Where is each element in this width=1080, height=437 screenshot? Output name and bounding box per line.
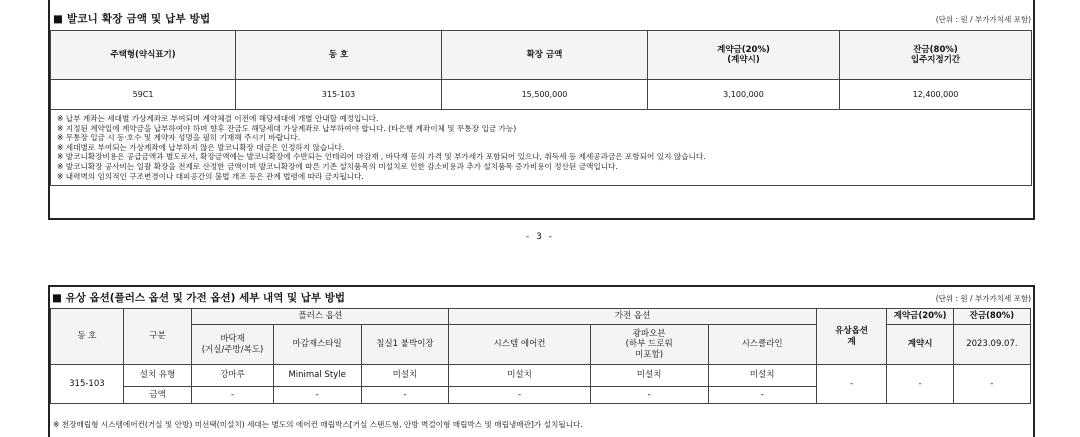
cell-amount-label: 금액 xyxy=(123,387,192,404)
cell-option-total: - xyxy=(816,365,887,404)
cell-amount-oven: - xyxy=(590,387,708,404)
cell-balance: 12,400,000 xyxy=(840,80,1032,110)
header-floor-line2: (거실/주방/복도) xyxy=(201,344,264,355)
cell-install-label: 설치 유형 xyxy=(123,365,192,387)
cell-house-type: 59C1 xyxy=(51,80,236,110)
unit-note: (단위 : 원 / 부가가치세 포함) xyxy=(935,15,1031,24)
cell-deposit: 3,100,000 xyxy=(648,80,840,110)
header-balance: 잔금(80%) xyxy=(953,309,1030,325)
cell-unit-number: 315-103 xyxy=(236,80,442,110)
note-item: ※ 무통장 입금 시 동·호수 및 계약자 성명을 필히 기재해 주시기 바랍니다. xyxy=(57,133,301,143)
table-row xyxy=(51,365,1031,387)
header-balance-line2: 입주지정기간 xyxy=(910,55,961,65)
cell-expansion-amount: 15,500,000 xyxy=(442,80,648,110)
table-header-row xyxy=(51,309,1031,325)
header-balance xyxy=(840,31,1032,80)
note-item: ※ 발코니확장 공사비는 일괄 확장을 전제로 산정한 금액이며 발코니확장에 따른 기존 설치품목의 미설치로 인한 감소비용과 추가 설치품목 증가비용이 정산된 금액입니다. xyxy=(57,161,618,171)
footnote: ※ 천장매립형 시스템에어컨(거실 및 안방) 미선택(미설치) 세대는 별도의 에어컨 매립박스[거실 스탠드형, 안방 벽걸이형 매립박스 및 매립냉매관]가 설치됩니다. xyxy=(53,420,583,429)
header-balance-line1: 잔금(80%) xyxy=(913,44,958,55)
header-plus-option: 플러스 옵션 xyxy=(192,309,449,325)
note-item: ※ 세대별로 부여되는 가상계좌에 납부하지 않은 발코니확장 대금은 인정하지 않습니다. xyxy=(57,142,345,152)
header-house-type: 주택형(약식표기) xyxy=(51,31,236,80)
header-deposit xyxy=(648,31,840,80)
section-header xyxy=(50,0,1033,30)
header-deposit-timing: 계약시 xyxy=(887,325,953,365)
cell-install-bedroom-wardrobe: 미설치 xyxy=(361,365,449,387)
cell-install-finish-style: Minimal Style xyxy=(273,365,361,387)
header-bedroom-wardrobe: 침실1 붙박이장 xyxy=(361,325,449,365)
header-option-total-line1: 유상옵션 xyxy=(835,326,868,337)
cell-amount-system-clean: - xyxy=(708,387,816,404)
header-deposit: 계약금(20%) xyxy=(887,309,953,325)
header-balance-date: 2023.09.07. xyxy=(953,325,1030,365)
cell-amount-system-ac: - xyxy=(449,387,590,404)
notes-list xyxy=(51,110,1031,185)
note-item: ※ 발코니확장비용은 공급금액과 별도로서, 확장금액에는 발코니확장에 수반되는 인테리어 마감재 , 바닥재 등의 가격 및 부가세가 포함되어 있으나, 취득세 등 제세공과금은 포함되어 있지 않습니다. xyxy=(57,152,706,162)
header-expansion-amount: 확장 금액 xyxy=(442,31,648,80)
cell-balance: - xyxy=(953,365,1030,404)
header-system-clean: 시스클라인 xyxy=(708,325,816,365)
paid-options-section xyxy=(48,285,1035,437)
header-finish-style: 마감재스타일 xyxy=(273,325,361,365)
header-option-total-line2: 계 xyxy=(847,336,856,347)
table-header-row xyxy=(51,31,1032,80)
page-number: - 3 - xyxy=(526,232,554,242)
section-title: ■ 유상 옵션(플러스 옵션 및 가전 옵션) 세부 내역 및 납부 방법 xyxy=(52,292,346,304)
header-oven-line1: 광파오븐 xyxy=(632,329,666,340)
header-oven xyxy=(590,325,708,365)
note-item: ※ 내력벽의 임의적인 구조변경이나 대피공간의 불법 개조 등은 관계 법령에 따라 금지됩니다. xyxy=(57,171,364,181)
unit-note: (단위 : 원 / 부가가치세 포함) xyxy=(935,294,1031,303)
section-header xyxy=(50,285,1033,308)
header-floor-line1: 바닥재 xyxy=(220,334,245,345)
section-title: ■ 발코니 확장 금액 및 납부 방법 xyxy=(53,13,211,25)
note-item: ※ 지정된 계약일에 계약금을 납부하여야 하며 향후 잔금도 해당세대 가상계좌로 납부하여야 합니다. (타은행 계좌이체 및 무통장 입금 가능) xyxy=(57,123,517,133)
header-system-ac: 시스템 에어컨 xyxy=(449,325,590,365)
header-oven-line2: (하부 드로워 xyxy=(625,339,673,350)
notes-row xyxy=(51,110,1032,186)
paid-options-table xyxy=(50,308,1031,404)
table-row xyxy=(51,80,1032,110)
balcony-expansion-section xyxy=(48,0,1035,220)
header-floor xyxy=(192,325,273,365)
header-unit-number: 동 호 xyxy=(51,309,124,365)
header-category: 구분 xyxy=(123,309,192,365)
cell-install-system-ac: 미설치 xyxy=(449,365,590,387)
cell-unit-number: 315-103 xyxy=(51,365,124,404)
note-item: ※ 납부 계좌는 세대별 가상계좌로 부여되며 계약체결 이전에 해당세대에 개별 안내할 예정입니다. xyxy=(57,114,379,123)
header-unit-number: 동 호 xyxy=(236,31,442,80)
cell-install-oven: 미설치 xyxy=(590,365,708,387)
header-option-total xyxy=(816,309,887,365)
cell-amount-floor: - xyxy=(192,387,273,404)
header-oven-line3: 미포함) xyxy=(635,349,664,360)
cell-deposit: - xyxy=(887,365,953,404)
cell-amount-bedroom-wardrobe: - xyxy=(361,387,449,404)
cell-amount-finish-style: - xyxy=(273,387,361,404)
cell-install-floor: 강마루 xyxy=(192,365,273,387)
header-deposit-line2: (계약시) xyxy=(727,55,760,65)
notes-cell xyxy=(51,110,1032,186)
header-deposit-line1: 계약금(20%) xyxy=(717,44,770,55)
header-appliance-option: 가전 옵션 xyxy=(449,309,816,325)
balcony-expansion-table xyxy=(50,30,1032,186)
cell-install-system-clean: 미설치 xyxy=(708,365,816,387)
